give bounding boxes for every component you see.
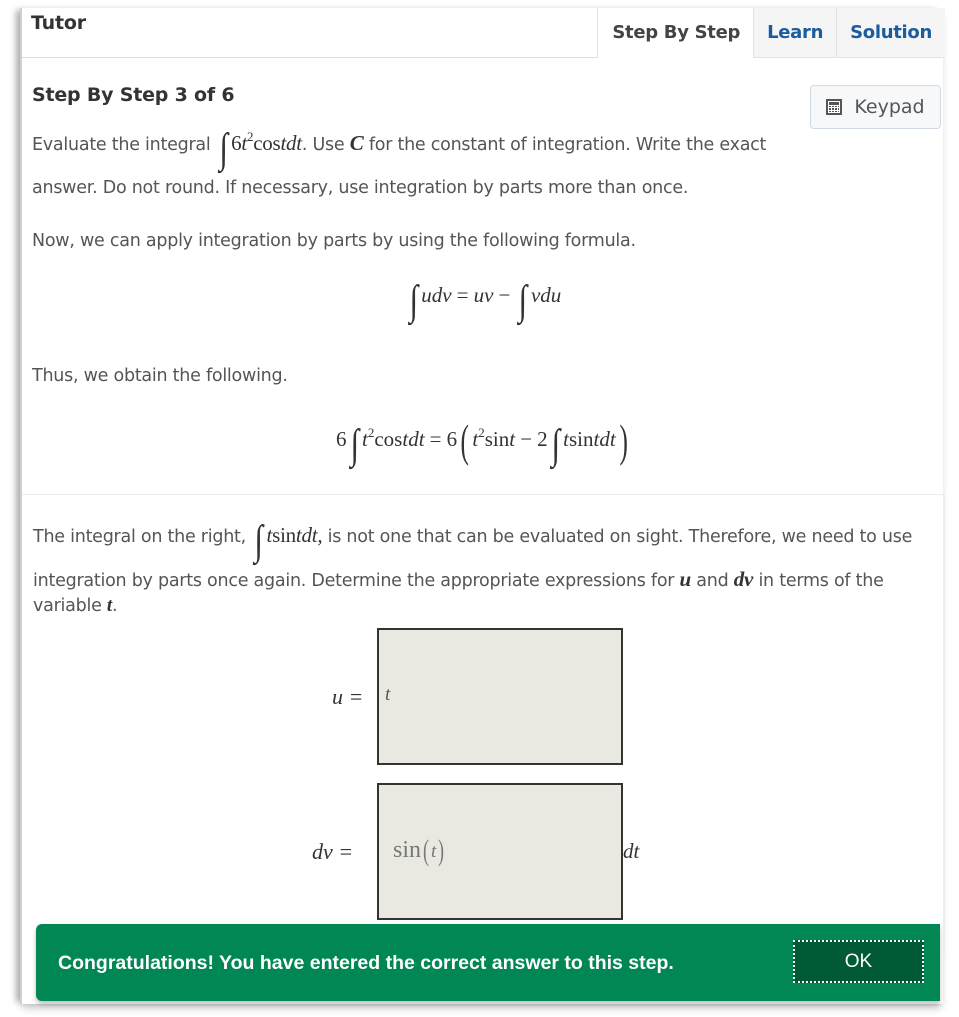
explanation-para-5: variable t. bbox=[33, 595, 118, 616]
keypad-button[interactable] bbox=[810, 85, 941, 129]
dv-input[interactable] bbox=[377, 783, 623, 920]
u-label: u = bbox=[332, 684, 364, 709]
explanation-para-1: Now, we can apply integration by parts by using the following formula. bbox=[32, 231, 636, 251]
dv-label: dv = bbox=[312, 839, 354, 864]
header bbox=[22, 8, 945, 58]
toast-message: Congratulations! You have entered the correct answer to this step. bbox=[58, 952, 674, 974]
u-input-value: t bbox=[385, 684, 391, 705]
scrollbar-track[interactable] bbox=[943, 494, 945, 954]
integration-by-parts-formula: ∫ udv = uv − ∫ vdu bbox=[409, 278, 562, 324]
explanation-para-3: The integral on the right, ∫ tsintdt, is not one that can be evaluated on sight. Therefore, we need to use bbox=[33, 518, 913, 564]
keypad-label: Keypad bbox=[854, 96, 925, 118]
problem-line-1: Evaluate the integral ∫ $6t^2costdt$. Use C for the constant of integration. Write the exact bbox=[32, 126, 767, 172]
ok-button[interactable]: OK bbox=[793, 940, 924, 983]
explanation-para-2: Thus, we obtain the following. bbox=[32, 366, 288, 386]
expanded-formula: 6∫ $t^2costdt = 6$( $t^2\sin t - 2\int$ tsintdt) bbox=[336, 415, 628, 468]
tab-step-by-step[interactable]: Step By Step bbox=[597, 8, 753, 58]
section-divider bbox=[22, 494, 945, 495]
dv-input-value: sin( t) bbox=[393, 834, 445, 867]
step-title: Step By Step 3 of 6 bbox=[32, 84, 235, 106]
u-input[interactable] bbox=[377, 628, 623, 765]
dv-suffix: dt bbox=[623, 839, 640, 863]
tutor-panel bbox=[20, 8, 943, 1004]
explanation-para-4: integration by parts once again. Determine the appropriate expressions for u and dv in terms of the bbox=[33, 567, 884, 591]
app-title: Tutor bbox=[31, 12, 86, 34]
tab-solution[interactable]: Solution bbox=[836, 8, 945, 58]
calculator-icon bbox=[826, 99, 842, 115]
integral-sign: ∫ bbox=[219, 126, 228, 172]
problem-line-2: answer. Do not round. If necessary, use integration by parts more than once. bbox=[32, 178, 689, 198]
tab-bar bbox=[597, 8, 945, 58]
success-toast bbox=[36, 924, 940, 1001]
tab-learn[interactable]: Learn bbox=[753, 8, 836, 58]
